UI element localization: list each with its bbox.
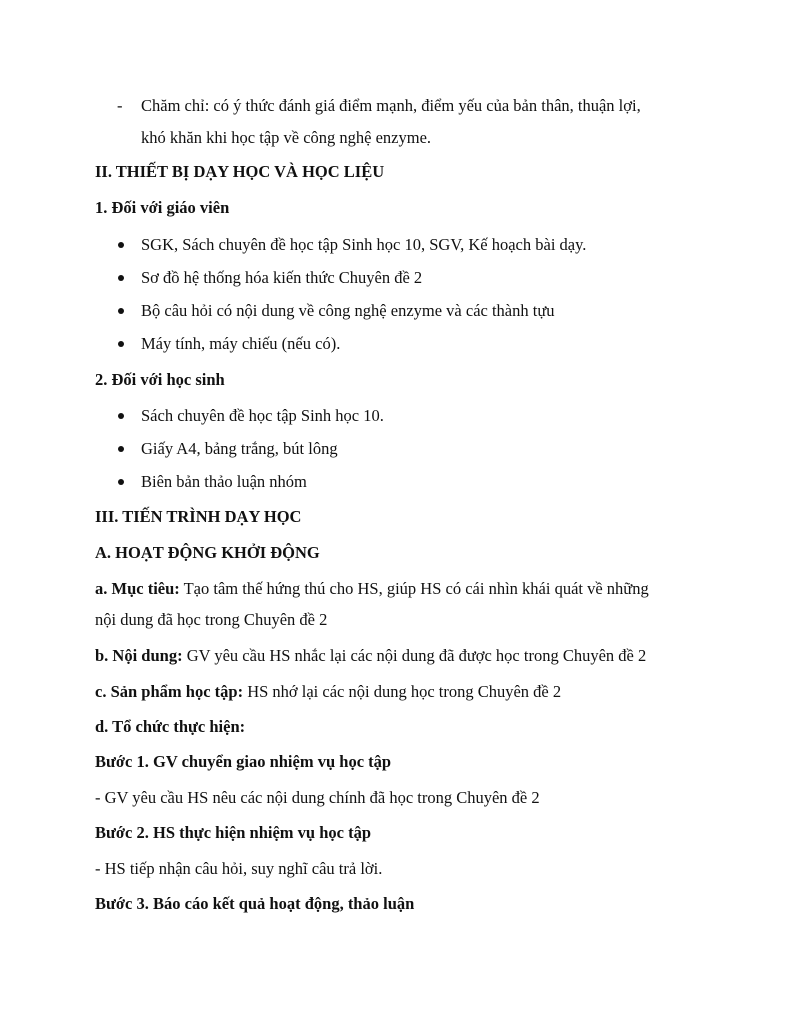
step-2-heading: Bước 2. HS thực hiện nhiệm vụ học tập bbox=[95, 823, 372, 842]
intro-line-1: Chăm chỉ: có ý thức đánh giá điểm mạnh, điểm yếu của bản thân, thuận lợi, bbox=[141, 96, 641, 115]
teacher-item: Sơ đồ hệ thống hóa kiến thức Chuyên đề 2 bbox=[141, 268, 423, 287]
content-label: b. Nội dung: bbox=[95, 646, 183, 665]
teacher-item: SGK, Sách chuyên đề học tập Sinh học 10, SGV, Kế hoạch bài dạy. bbox=[141, 235, 587, 254]
bullet-icon bbox=[118, 308, 124, 314]
objective-text: Tạo tâm thế hứng thú cho HS, giúp HS có cái nhìn khái quát về những bbox=[179, 579, 649, 598]
objective-line-2: nội dung đã học trong Chuyên đề 2 bbox=[95, 610, 328, 629]
objective-label: a. Mục tiêu: bbox=[95, 579, 180, 598]
step-1-text: - GV yêu cầu HS nêu các nội dung chính đã học trong Chuyên đề 2 bbox=[95, 788, 540, 807]
activity-a-heading: A. HOẠT ĐỘNG KHỞI ĐỘNG bbox=[95, 543, 320, 562]
objective-line-1 bbox=[95, 578, 649, 600]
section-3-heading: III. TIẾN TRÌNH DẠY HỌC bbox=[95, 507, 302, 526]
bullet-icon bbox=[118, 341, 124, 347]
bullet-icon bbox=[118, 413, 124, 419]
teacher-item: Máy tính, máy chiếu (nếu có). bbox=[141, 334, 341, 353]
student-heading: 2. Đối với học sinh bbox=[95, 370, 225, 389]
product-label: c. Sản phẩm học tập: bbox=[95, 682, 244, 701]
section-2-heading: II. THIẾT BỊ DẠY HỌC VÀ HỌC LIỆU bbox=[95, 162, 385, 181]
bullet-icon bbox=[118, 479, 124, 485]
intro-line-2: khó khăn khi học tập về công nghệ enzyme. bbox=[141, 128, 432, 147]
organize-heading: d. Tổ chức thực hiện: bbox=[95, 717, 246, 736]
teacher-item: Bộ câu hỏi có nội dung về công nghệ enzyme và các thành tựu bbox=[141, 301, 555, 320]
content-line bbox=[95, 645, 646, 667]
student-item: Biên bản thảo luận nhóm bbox=[141, 472, 307, 491]
bullet-icon bbox=[118, 275, 124, 281]
teacher-heading: 1. Đối với giáo viên bbox=[95, 198, 230, 217]
step-1-heading: Bước 1. GV chuyển giao nhiệm vụ học tập bbox=[95, 752, 392, 771]
student-item: Giấy A4, bảng trắng, bút lông bbox=[141, 439, 338, 458]
student-item: Sách chuyên đề học tập Sinh học 10. bbox=[141, 406, 384, 425]
step-3-heading: Bước 3. Báo cáo kết quả hoạt động, thảo luận bbox=[95, 894, 415, 913]
step-2-text: - HS tiếp nhận câu hỏi, suy nghĩ câu trả lời. bbox=[95, 859, 383, 878]
product-text: HS nhớ lại các nội dung học trong Chuyên đề 2 bbox=[243, 682, 562, 701]
product-line bbox=[95, 681, 561, 703]
content-text: GV yêu cầu HS nhắc lại các nội dung đã được học trong Chuyên đề 2 bbox=[182, 646, 647, 665]
bullet-icon bbox=[118, 446, 124, 452]
bullet-icon bbox=[118, 242, 124, 248]
dash-marker: - bbox=[117, 96, 123, 115]
